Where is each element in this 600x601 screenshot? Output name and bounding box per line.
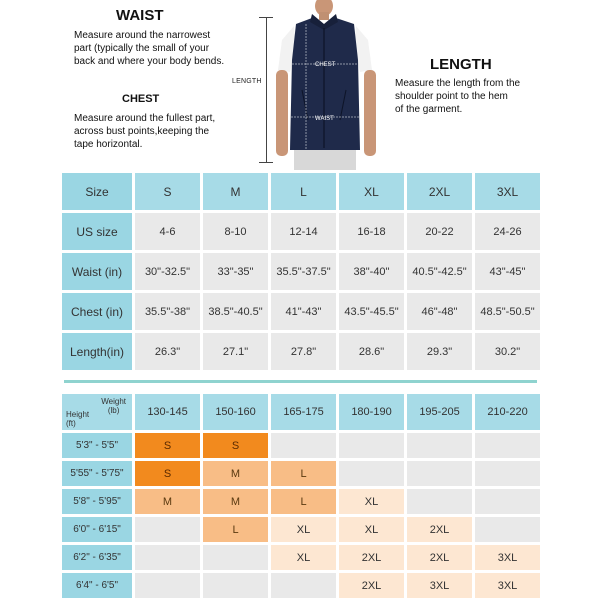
height-row (62, 461, 540, 486)
height-range-label: 5'3" - 5'5" (62, 433, 132, 458)
height-row (62, 489, 540, 514)
size-cell: 38.5"-40.5" (203, 293, 268, 330)
weight-range-header: 130-145 (135, 394, 200, 430)
empty-cell (339, 461, 404, 486)
size-row-label: Chest (in) (62, 293, 132, 330)
ruler-length-label: LENGTH (232, 78, 262, 85)
size-header-cell: L (271, 173, 336, 210)
size-cell: 12-14 (271, 213, 336, 250)
empty-cell (407, 433, 472, 458)
chest-description: Measure around the fullest part, across bust points,keeping the tape horizontal. (74, 113, 216, 150)
size-row-label: Length(in) (62, 333, 132, 370)
size-cell: 8-10 (203, 213, 268, 250)
empty-cell (339, 433, 404, 458)
size-cell: 16-18 (339, 213, 404, 250)
size-cell: 24-26 (475, 213, 540, 250)
size-header-cell: S (135, 173, 200, 210)
size-cell: 43"-45" (475, 253, 540, 290)
size-cell: 29.3" (407, 333, 472, 370)
height-range-label: 5'55" - 5'75" (62, 461, 132, 486)
recommended-size-cell: L (271, 489, 336, 514)
size-header-cell: XL (339, 173, 404, 210)
size-cell: 48.5"-50.5" (475, 293, 540, 330)
height-axis-label: Height (ft) (66, 410, 90, 428)
weight-range-header: 210-220 (475, 394, 540, 430)
empty-cell (135, 517, 200, 542)
size-cell: 43.5"-45.5" (339, 293, 404, 330)
weight-range-header: 150-160 (203, 394, 268, 430)
empty-cell (475, 489, 540, 514)
weight-range-header: 180-190 (339, 394, 404, 430)
recommended-size-cell: S (135, 461, 200, 486)
recommended-size-cell: 3XL (475, 545, 540, 570)
empty-cell (475, 517, 540, 542)
waist-description: Measure around the narrowest part (typically the small of your back and where your body bends. (74, 30, 225, 67)
length-ruler (245, 17, 275, 163)
section-divider (64, 380, 537, 383)
recommended-size-cell: M (203, 489, 268, 514)
recommended-size-cell: 2XL (407, 545, 472, 570)
size-row-label: Waist (in) (62, 253, 132, 290)
recommended-size-cell: M (135, 489, 200, 514)
size-cell: 40.5"-42.5" (407, 253, 472, 290)
empty-cell (475, 433, 540, 458)
recommended-size-cell: L (271, 461, 336, 486)
recommended-size-cell: XL (271, 545, 336, 570)
recommended-size-cell: L (203, 517, 268, 542)
size-cell: 35.5"-38" (135, 293, 200, 330)
vest-chest-label: CHEST (315, 62, 336, 68)
height-range-label: 6'0" - 6'15" (62, 517, 132, 542)
size-header-cell: M (203, 173, 268, 210)
empty-cell (203, 545, 268, 570)
recommended-size-cell: 3XL (407, 573, 472, 598)
size-cell: 38"-40" (339, 253, 404, 290)
chest-heading: CHEST (122, 93, 160, 105)
empty-cell (407, 489, 472, 514)
empty-cell (203, 573, 268, 598)
empty-cell (135, 545, 200, 570)
height-row (62, 545, 540, 570)
size-chart-row (62, 213, 540, 250)
empty-cell (475, 461, 540, 486)
size-cell: 20-22 (407, 213, 472, 250)
size-chart-row (62, 333, 540, 370)
length-description: Measure the length from the shoulder point to the hem of the garment. (395, 78, 521, 115)
height-row (62, 433, 540, 458)
size-cell: 30"-32.5" (135, 253, 200, 290)
empty-cell (271, 573, 336, 598)
size-cell: 30.2" (475, 333, 540, 370)
size-cell: 33"-35" (203, 253, 268, 290)
empty-cell (135, 573, 200, 598)
recommended-size-cell: S (203, 433, 268, 458)
waist-heading: WAIST (116, 7, 164, 24)
weight-height-corner (62, 394, 132, 430)
size-header-cell: 3XL (475, 173, 540, 210)
size-cell: 41"-43" (271, 293, 336, 330)
recommended-size-cell: 3XL (475, 573, 540, 598)
size-chart-header-row (62, 173, 540, 210)
recommended-size-cell: 2XL (339, 573, 404, 598)
size-chart-row (62, 253, 540, 290)
weight-header-row (62, 394, 540, 430)
size-cell: 4-6 (135, 213, 200, 250)
height-row (62, 517, 540, 542)
vest-model-image (272, 0, 382, 170)
size-chart-row (62, 293, 540, 330)
weight-range-header: 195-205 (407, 394, 472, 430)
empty-cell (407, 461, 472, 486)
weight-height-chart-table (59, 391, 543, 601)
recommended-size-cell: XL (271, 517, 336, 542)
recommended-size-cell: XL (339, 517, 404, 542)
recommended-size-cell: XL (339, 489, 404, 514)
size-row-label: US size (62, 213, 132, 250)
height-range-label: 6'2" - 6'35" (62, 545, 132, 570)
weight-axis-label: Weight (lb) (101, 397, 126, 415)
recommended-size-cell: S (135, 433, 200, 458)
recommended-size-cell: 2XL (339, 545, 404, 570)
size-cell: 26.3" (135, 333, 200, 370)
recommended-size-cell: M (203, 461, 268, 486)
vest-waist-label: WAIST (315, 116, 334, 122)
size-chart-table (59, 170, 543, 373)
height-range-label: 6'4" - 6'5" (62, 573, 132, 598)
weight-range-header: 165-175 (271, 394, 336, 430)
height-range-label: 5'8" - 5'95" (62, 489, 132, 514)
recommended-size-cell: 2XL (407, 517, 472, 542)
height-row (62, 573, 540, 598)
size-cell: 27.8" (271, 333, 336, 370)
length-heading: LENGTH (430, 56, 492, 73)
size-cell: 46"-48" (407, 293, 472, 330)
size-header-label: Size (62, 173, 132, 210)
size-header-cell: 2XL (407, 173, 472, 210)
empty-cell (271, 433, 336, 458)
size-cell: 28.6" (339, 333, 404, 370)
size-cell: 27.1" (203, 333, 268, 370)
size-cell: 35.5"-37.5" (271, 253, 336, 290)
